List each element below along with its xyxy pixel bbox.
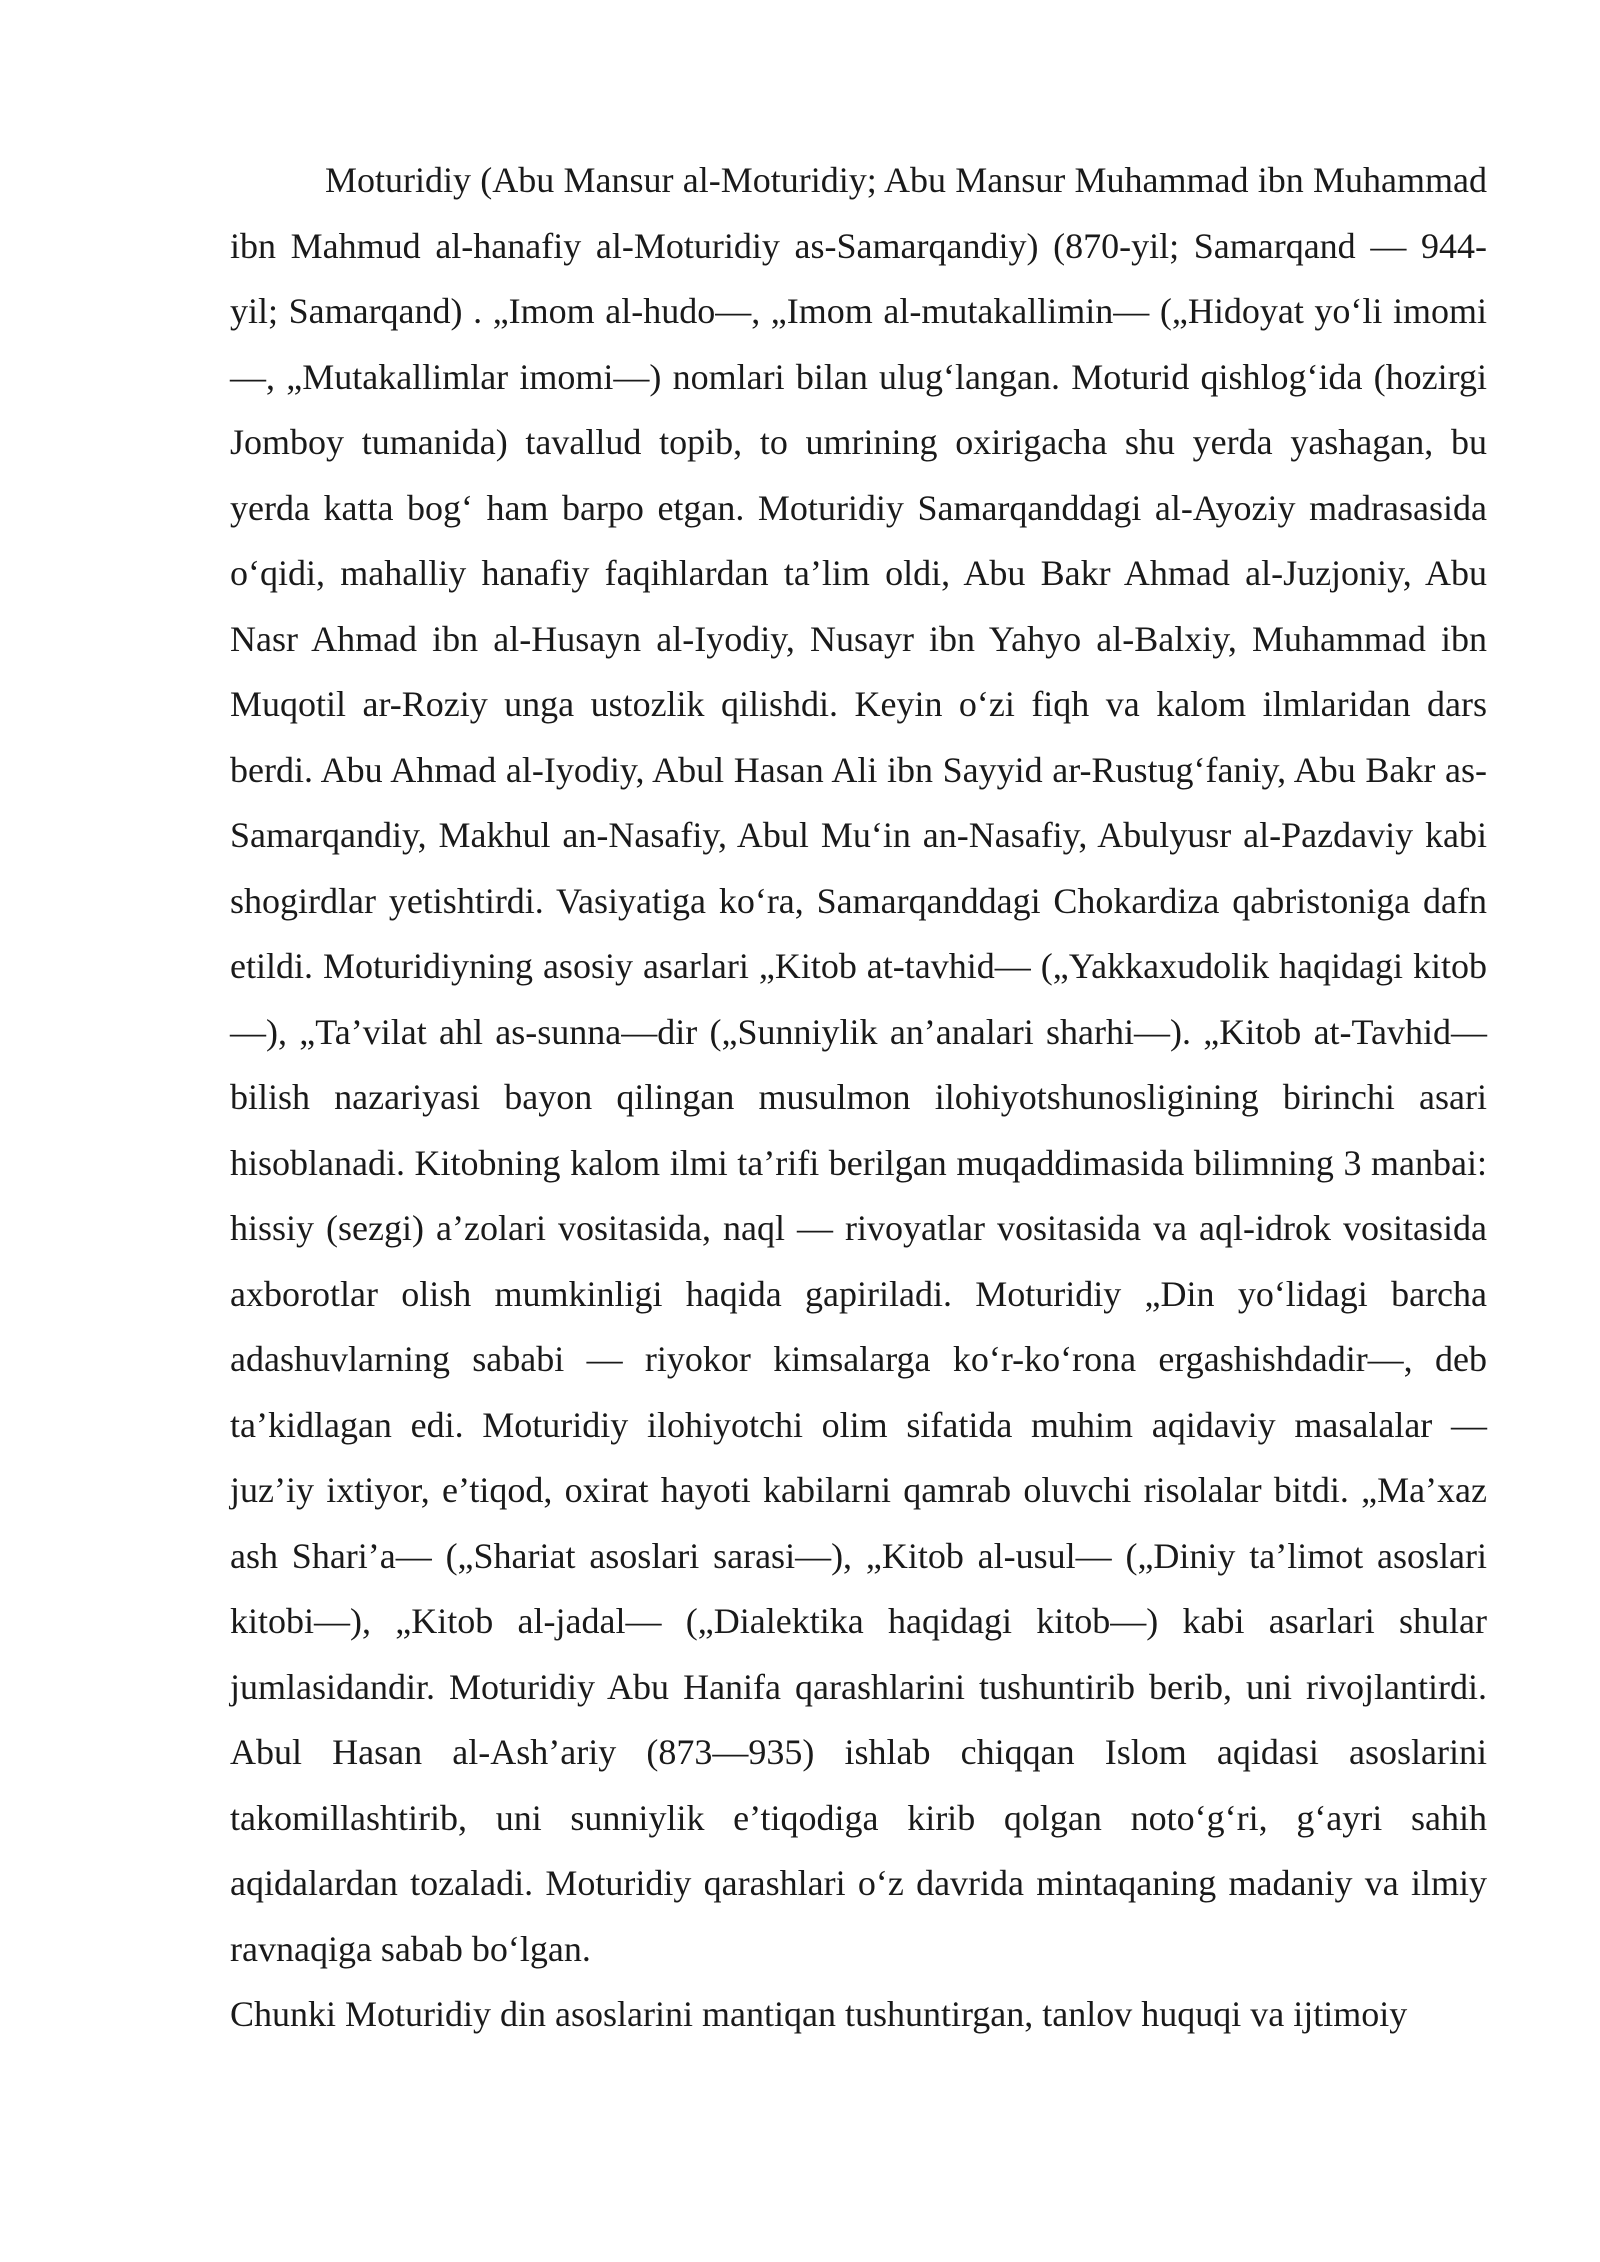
- paragraph-continuation: Chunki Moturidiy din asoslarini mantiqan tushuntirgan, tanlov huquqi va ijtimoiy: [230, 1994, 1408, 2034]
- paragraph-moturidiy-biography: Moturidiy (Abu Mansur al-Moturidiy; Abu Mansur Muhammad ibn Muhammad ibn Mahmud al-hanafiy al-Moturidiy as-Samarqandiy) (870-yil; Samarqand — 944-yil; Samarqand) . „Imom al-hudo—, „Imom al-mutakallimin— („Hidoyat yo‘li imomi—, „Mutakallimlar imomi—) nomlari bilan ulug‘langan. Moturid qishlog‘ida (hozirgi Jomboy tumanida) tavallud topib, to umrining oxirigacha shu yerda yashagan, bu yerda katta bog‘ ham barpo etgan. Moturidiy Samarqanddagi al-Ayoziy madrasasida o‘qidi, mahalliy hanafiy faqihlardan ta’lim oldi, Abu Bakr Ahmad al-Juzjoniy, Abu Nasr Ahmad ibn al-Husayn al-Iyodiy, Nusayr ibn Yahyo al-Balxiy, Muhammad ibn Muqotil ar-Roziy unga ustozlik qilishdi. Keyin o‘zi fiqh va kalom ilmlaridan dars berdi. Abu Ahmad al-Iyodiy, Abul Hasan Ali ibn Sayyid ar-Rustug‘faniy, Abu Bakr as-Samarqandiy, Makhul an-Nasafiy, Abul Mu‘in an-Nasafiy, Abulyusr al-Pazdaviy kabi shogirdlar yetishtirdi. Vasiyatiga ko‘ra, Samarqanddagi Chokardiza qabristoniga dafn etildi. Moturidiyning asosiy asarlari „Kitob at-tavhid— („Yakkaxudolik haqidagi kitob—), „Ta’vilat ahl as-sunna—dir („Sunniylik an’analari sharhi—). „Kitob at-Tavhid— bilish nazariyasi bayon qilingan musulmon ilohiyotshunosligining birinchi asari hisoblanadi. Kitobning kalom ilmi ta’rifi berilgan muqaddimasida bilimning 3 manbai: hissiy (sezgi) a’zolari vositasida, naql — rivoyatlar vositasida va aql-idrok vositasida axborotlar olish mumkinligi haqida gapiriladi. Moturidiy „Din yo‘lidagi barcha adashuvlarning sababi — riyokor kimsalarga ko‘r-ko‘rona ergashishdadir—, deb ta’kidlagan edi. Moturidiy ilohiyotchi olim sifatida muhim aqidaviy masalalar — juz’iy ixtiyor, e’tiqod, oxirat hayoti kabilarni qamrab oluvchi risolalar bitdi. „Ma’xaz ash Shari’a— („Shariat asoslari sarasi—), „Kitob al-usul— („Diniy ta’limot asoslari kitobi—), „Kitob al-jadal— („Dialektika haqidagi kitob—) kabi asarlari shular jumlasidandir. Moturidiy Abu Hanifa qarashlarini tushuntirib berib, uni rivojlantirdi. Abul Hasan al-Ash’ariy (873—935) ishlab chiqqan Islom aqidasi asoslarini takomillashtirib, uni sunniylik e’tiqodiga kirib qolgan noto‘g‘ri, g‘ayri sahih aqidalardan tozaladi. Moturidiy qarashlari o‘z davrida mintaqaning madaniy va ilmiy ravnaqiga sabab bo‘lgan.: [230, 160, 1487, 1969]
- document-body: [230, 148, 1487, 2048]
